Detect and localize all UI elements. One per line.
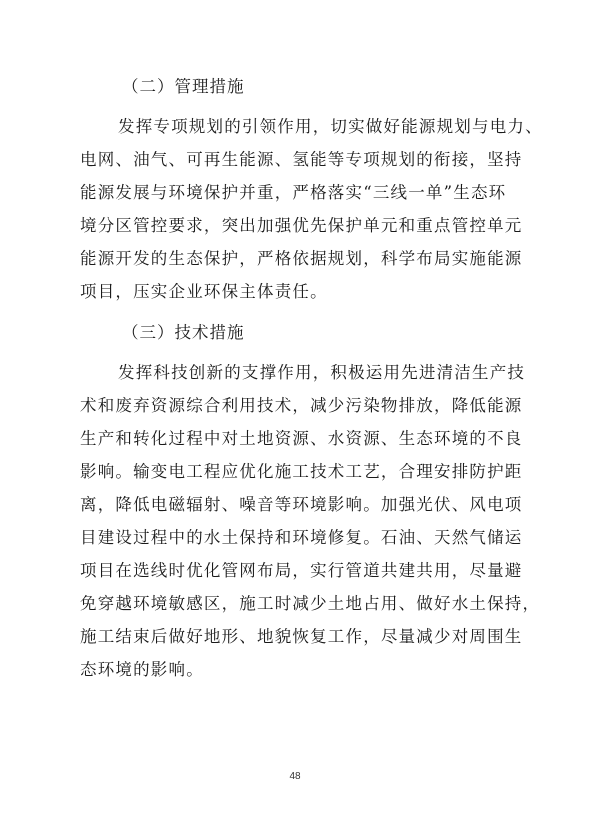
paragraph-line: 境分区管控要求，突出加强优先保护单元和重点管控单元 bbox=[80, 216, 523, 235]
paragraph-line: 目建设过程中的水土保持和环境修复。石油、天然气储运 bbox=[80, 528, 523, 547]
paragraph-line: 发挥专项规划的引领作用，切实做好能源规划与电力、 bbox=[118, 117, 543, 136]
document-body bbox=[80, 72, 543, 696]
paragraph-line: 术和废弃资源综合利用技术，减少污染物排放，降低能源 bbox=[80, 396, 523, 415]
page-number: 48 bbox=[289, 771, 301, 782]
section-management-measures bbox=[80, 72, 543, 308]
paragraph-line: 项目在选线时优化管网布局，实行管道共建共用，尽量避 bbox=[80, 561, 523, 580]
paragraph-line: 电网、油气、可再生能源、氢能等专项规划的衔接，坚持 bbox=[80, 150, 523, 169]
paragraph-line: 免穿越环境敏感区，施工时减少土地占用、做好水土保持， bbox=[80, 594, 541, 613]
paragraph-line: 离，降低电磁辐射、噪音等环境影响。加强光伏、风电项 bbox=[80, 495, 523, 514]
paragraph-line: 影响。输变电工程应优化施工技术工艺，合理安排防护距 bbox=[80, 462, 523, 481]
paragraph-line: 能源发展与环境保护并重，严格落实“三线一单”生态环 bbox=[80, 183, 507, 202]
paragraph-line: 态环境的影响。 bbox=[80, 660, 204, 679]
paragraph-line: 生产和转化过程中对土地资源、水资源、生态环境的不良 bbox=[80, 429, 523, 448]
paragraph-line: 能源开发的生态保护，严格依据规划，科学布局实施能源 bbox=[80, 249, 523, 268]
section-heading: （三）技术措施 bbox=[122, 323, 245, 342]
paragraph-line: 发挥科技创新的支撑作用，积极运用先进清洁生产技 bbox=[118, 363, 526, 382]
paragraph bbox=[80, 356, 541, 686]
section-technical-measures bbox=[80, 318, 541, 686]
section-heading: （二）管理措施 bbox=[122, 77, 245, 96]
paragraph bbox=[80, 110, 543, 308]
paragraph-line: 项目，压实企业环保主体责任。 bbox=[80, 282, 328, 301]
paragraph-line: 施工结束后做好地形、地貌恢复工作，尽量减少对周围生 bbox=[80, 627, 523, 646]
